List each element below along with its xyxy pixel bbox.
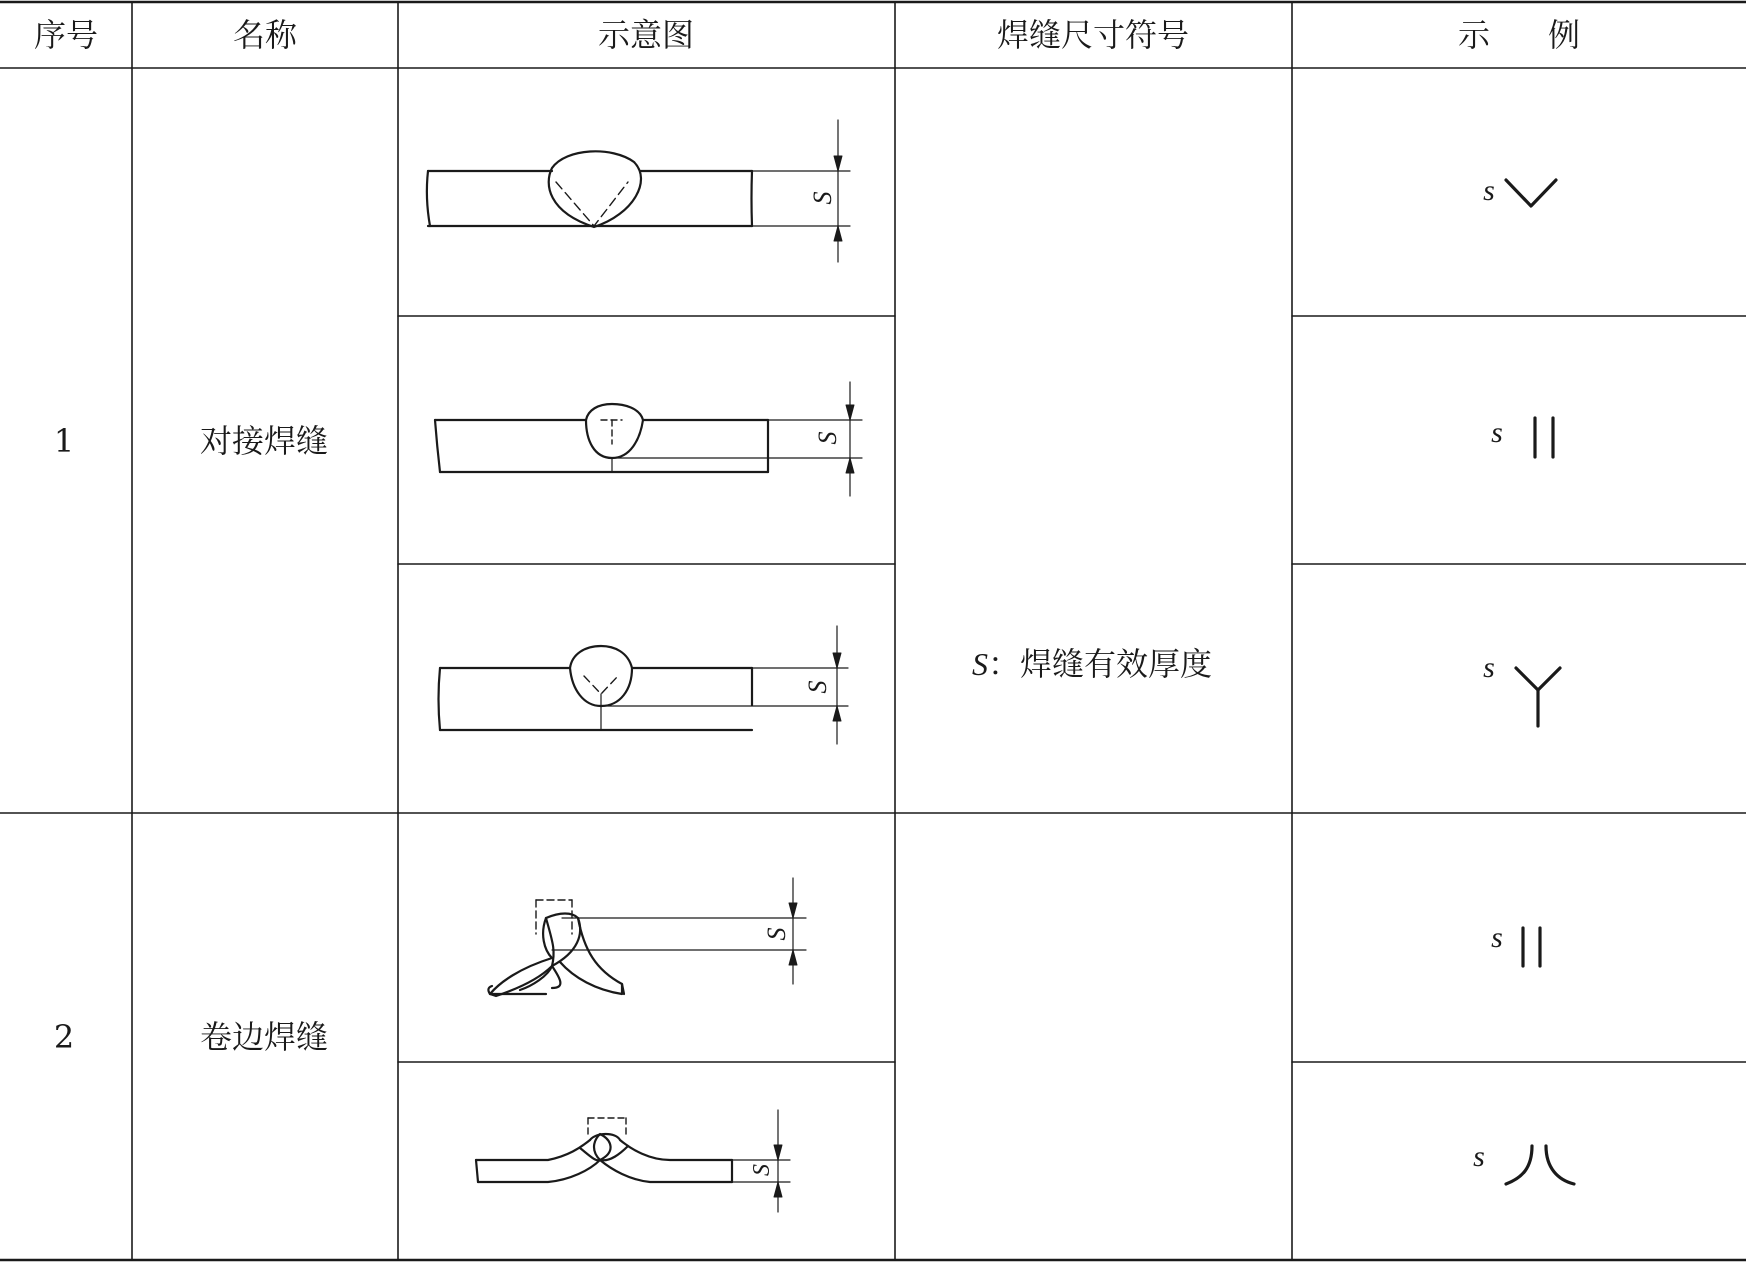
diagram-butt-v	[427, 120, 850, 262]
diagram-flange-upright	[488, 878, 806, 996]
symbol-square-groove-icon	[1535, 418, 1553, 457]
diagram-thickness-label: S	[813, 431, 842, 445]
dimension-symbol-description	[971, 645, 1213, 683]
dimension-sep: ：	[987, 645, 1020, 683]
diagram-thickness-label: S	[749, 1164, 775, 1176]
symbol-flared-edge-icon	[1506, 1146, 1574, 1184]
row-name: 对接焊缝	[199, 422, 329, 460]
header-name: 名称	[232, 16, 298, 54]
header-diagram: 示意图	[597, 16, 695, 54]
diagram-butt-y	[439, 626, 849, 744]
header-index: 序号	[33, 16, 99, 54]
example-s-label: s	[1473, 1140, 1485, 1173]
row-index: 1	[53, 422, 75, 460]
diagram-thickness-label: S	[808, 191, 837, 205]
row-name: 卷边焊缝	[199, 1018, 329, 1056]
diagram-flange-flat	[476, 1110, 790, 1212]
diagram-thickness-label: S	[762, 927, 791, 941]
example-s-label: s	[1491, 416, 1503, 449]
row-index: 2	[53, 1018, 75, 1056]
symbol-v-groove-icon	[1506, 180, 1556, 206]
diagram-butt-square	[435, 382, 862, 496]
diagram-thickness-label: S	[803, 680, 832, 694]
example-s-label: s	[1483, 174, 1495, 207]
header-example: 示例	[1457, 16, 1639, 54]
dimension-var: S	[971, 646, 988, 682]
symbol-square-groove-icon	[1523, 928, 1540, 966]
symbol-y-groove-icon	[1516, 668, 1560, 726]
header-size-symbol: 焊缝尺寸符号	[996, 16, 1190, 54]
dimension-desc: 焊缝有效厚度	[1020, 645, 1213, 683]
example-s-label: s	[1491, 921, 1503, 954]
example-s-label: s	[1483, 651, 1495, 684]
